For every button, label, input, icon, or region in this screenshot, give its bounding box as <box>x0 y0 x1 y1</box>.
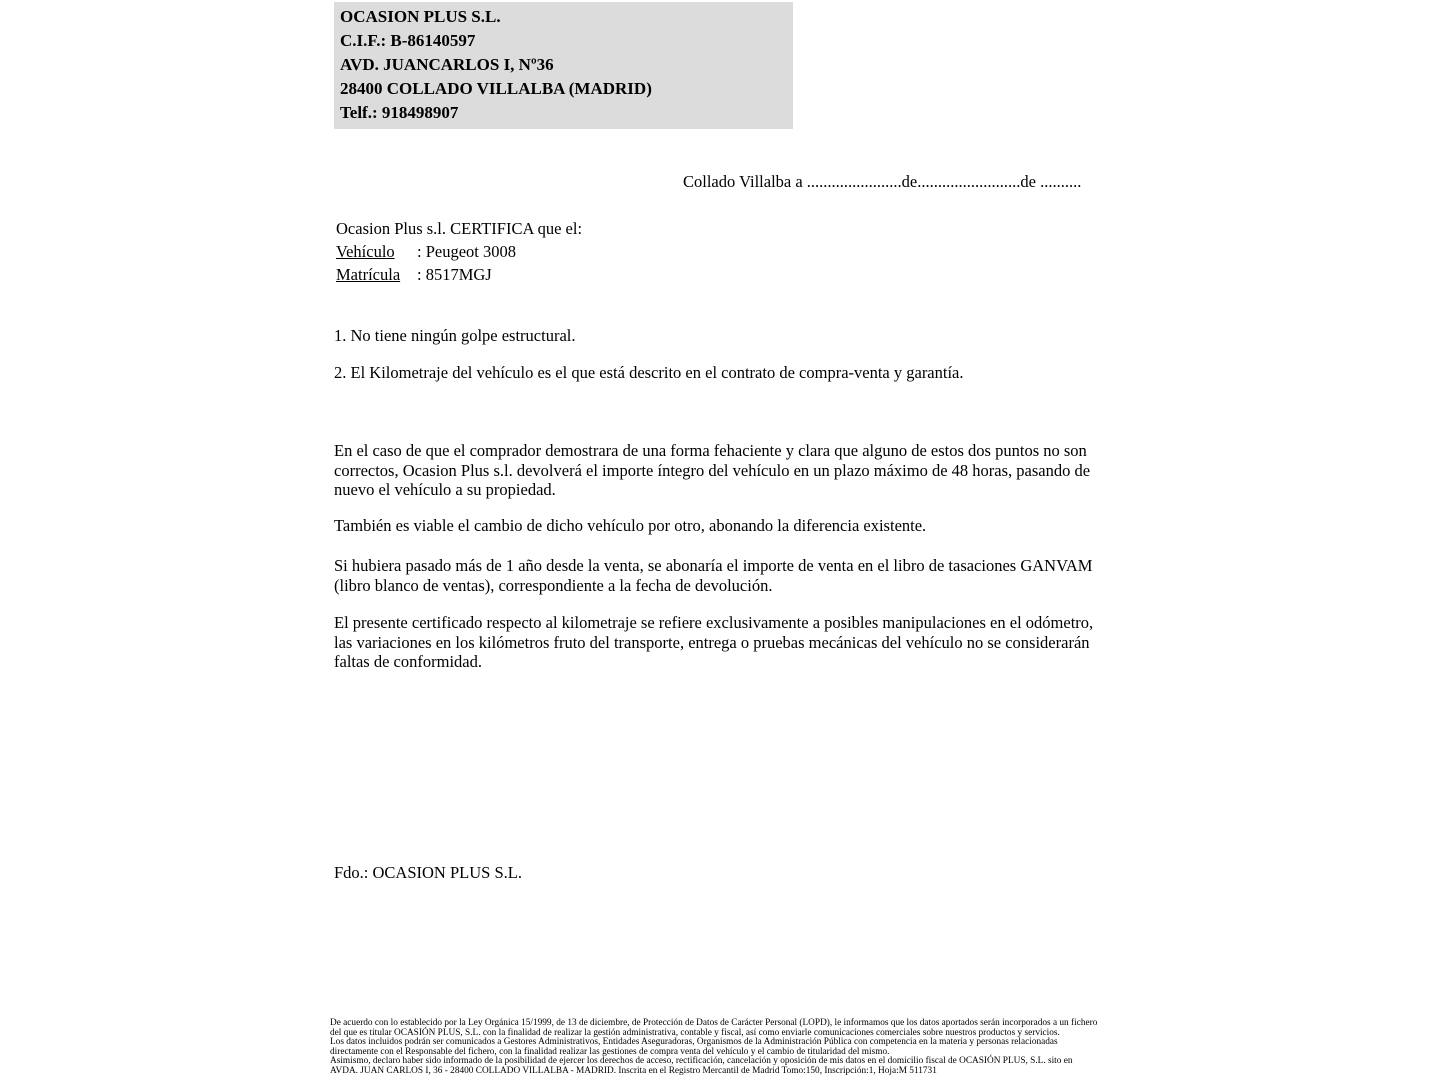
plate-row <box>336 263 582 286</box>
legal-footer <box>330 1019 1102 1077</box>
body-paragraph-exchange: También es viable el cambio de dicho vehículo por otro, abonando la diferencia existente. <box>334 516 927 535</box>
vehicle-row <box>336 240 582 263</box>
body-paragraph-ganvam: Si hubiera pasado más de 1 año desde la venta, se abonaría el importe de venta en el libro de tasaciones GANVAM (libro blanco de ventas), correspondiente a la fecha de devolución. <box>334 556 1093 595</box>
company-name: OCASION PLUS S.L. <box>340 7 501 26</box>
vehicle-label-text: Vehículo <box>336 242 395 261</box>
company-city: 28400 COLLADO VILLALBA (MADRID) <box>340 79 652 98</box>
legal-paragraph-data-sharing: Los datos incluidos podrán ser comunicados a Gestores Administrativos, Entidades Aseguradoras, Organismos de la Administración Pública con competencia en la materia y personas relacionadas directamente con el Responsable del fichero, con la finalidad realizar las gestiones de compra venta del vehículo y el cambio de titularidad del mismo. <box>330 1037 1058 1057</box>
plate-label <box>336 263 417 286</box>
body-paragraph-odometer: El presente certificado respecto al kilometraje se refiere exclusivamente a posibles manipulaciones en el odómetro, las variaciones en los kilómetros fruto del transporte, entrega o pruebas mecánicas del vehículo no se considerarán faltas de conformidad. <box>334 613 1094 672</box>
company-cif: C.I.F.: B-86140597 <box>340 31 476 50</box>
date-line: Collado Villalba a .......................de.........................de .......... <box>683 172 1082 191</box>
signature-line: Fdo.: OCASION PLUS S.L. <box>334 863 522 882</box>
legal-paragraph-rights: Asimismo, declaro haber sido informado de la posibilidad de ejercer los derechos de acceso, rectificación, cancelación y oposición de mis datos en el domicilio fiscal de OCASIÓN PLUS, S.L. sito en AVDA. JUAN CARLOS I, 36 - 28400 COLLADO VILLALBA - MADRID. Inscrita en el Registro Mercantil de Madrid Tomo:150, Inscripción:1, Hoja:M 511731 <box>330 1056 1073 1076</box>
condition-point-2: 2. El Kilometraje del vehículo es el que está descrito en el contrato de compra-venta y garantía. <box>334 363 964 382</box>
vehicle-label <box>336 240 417 263</box>
company-phone: Telf.: 918498907 <box>340 103 459 122</box>
certify-intro: Ocasion Plus s.l. CERTIFICA que el: <box>336 219 583 238</box>
body-paragraph-refund: En el caso de que el comprador demostrara de una forma fehaciente y clara que alguno de estos dos puntos no son correctos, Ocasion Plus s.l. devolverá el importe íntegro del vehículo en un plazo máximo de 48 horas, pasando de nuevo el vehículo a su propiedad. <box>334 441 1091 500</box>
plate-label-text: Matrícula <box>336 265 401 284</box>
company-header-box <box>334 2 793 129</box>
legal-paragraph-lopd: De acuerdo con lo establecido por la Ley Orgánica 15/1999, de 13 de diciembre, de Protección de Datos de Carácter Personal (LOPD), le informamos que los datos aportados serán incorporados a un fichero del que es titular OCASIÓN PLUS, S.L. con la finalidad de realizar la gestión administrativa, contable y fiscal, así como enviarle comunicaciones comerciales sobre nuestros productos y servicios. <box>330 1018 1098 1038</box>
vehicle-value: : Peugeot 3008 <box>417 242 516 261</box>
company-address: AVD. JUANCARLOS I, Nº36 <box>340 55 554 74</box>
plate-value: : 8517MGJ <box>417 265 492 284</box>
certification-block <box>336 217 582 286</box>
condition-point-1: 1. No tiene ningún golpe estructural. <box>334 326 576 345</box>
